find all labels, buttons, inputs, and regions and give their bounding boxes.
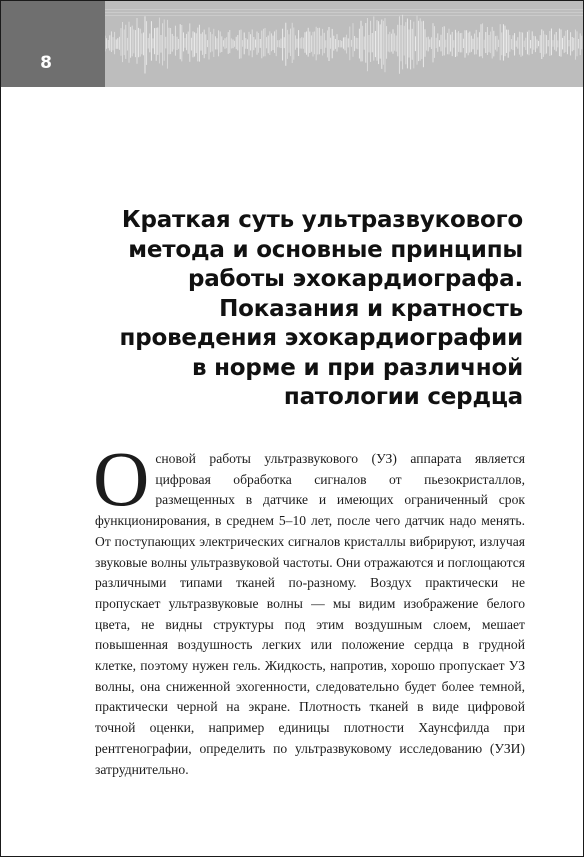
ultrasound-wave-banner	[105, 1, 583, 87]
title-line: работы эхокардиографа.	[187, 266, 523, 292]
title-line: патологии сердца	[283, 384, 523, 410]
page-number: 8	[40, 53, 52, 73]
title-line: в норме и при различной	[191, 354, 523, 381]
waveform-scanline	[105, 9, 583, 10]
title-line: Показания и кратность	[219, 295, 523, 322]
body-paragraph	[93, 435, 525, 780]
waveform-scanline	[105, 15, 583, 16]
title-line: проведения эхокардиографии	[119, 325, 523, 351]
title-line: Краткая суть ультразвукового	[121, 207, 523, 233]
drop-cap: О	[93, 435, 150, 522]
waveform-scanline	[105, 12, 583, 13]
title-line: метода и основные принципы	[128, 236, 523, 263]
page-number-box	[1, 1, 105, 87]
page-header	[1, 1, 583, 87]
paragraph-text: сновой работы ультразвукового (УЗ) аппарата является цифровая обработка сигналов от пьезокристаллов, размещенных в датчике и имеющих ограниченный срок функционирования, в среднем 5–10 лет, после чего датчик надо менять. От поступающих электрических сигналов кристаллы вибрируют, излучая звуковые волны ультразвуковой частоты. Они отражаются и поглощаются различными типами тканей по-разному. Воздух практически не пропускает ультразвуковые волны — мы видим изображение белого цвета, не видны структуры под этим воздушным слоем, мешает повышенная воздушность легких или положение сердца в грудной клетке, поэтому нужен гель. Жидкость, напротив, хорошо пропускает УЗ волны, она сниженной эхогенности, следовательно будет более темной, практически черной на экране. Плотность тканей в виде цифровой точной оценки, например единицы плотности Хаунсфилда при рентгенографии, определить по ультразвуковому исследованию (УЗИ) затруднительно.	[95, 451, 525, 777]
waveform-image	[105, 1, 583, 87]
chapter-title	[93, 206, 523, 413]
